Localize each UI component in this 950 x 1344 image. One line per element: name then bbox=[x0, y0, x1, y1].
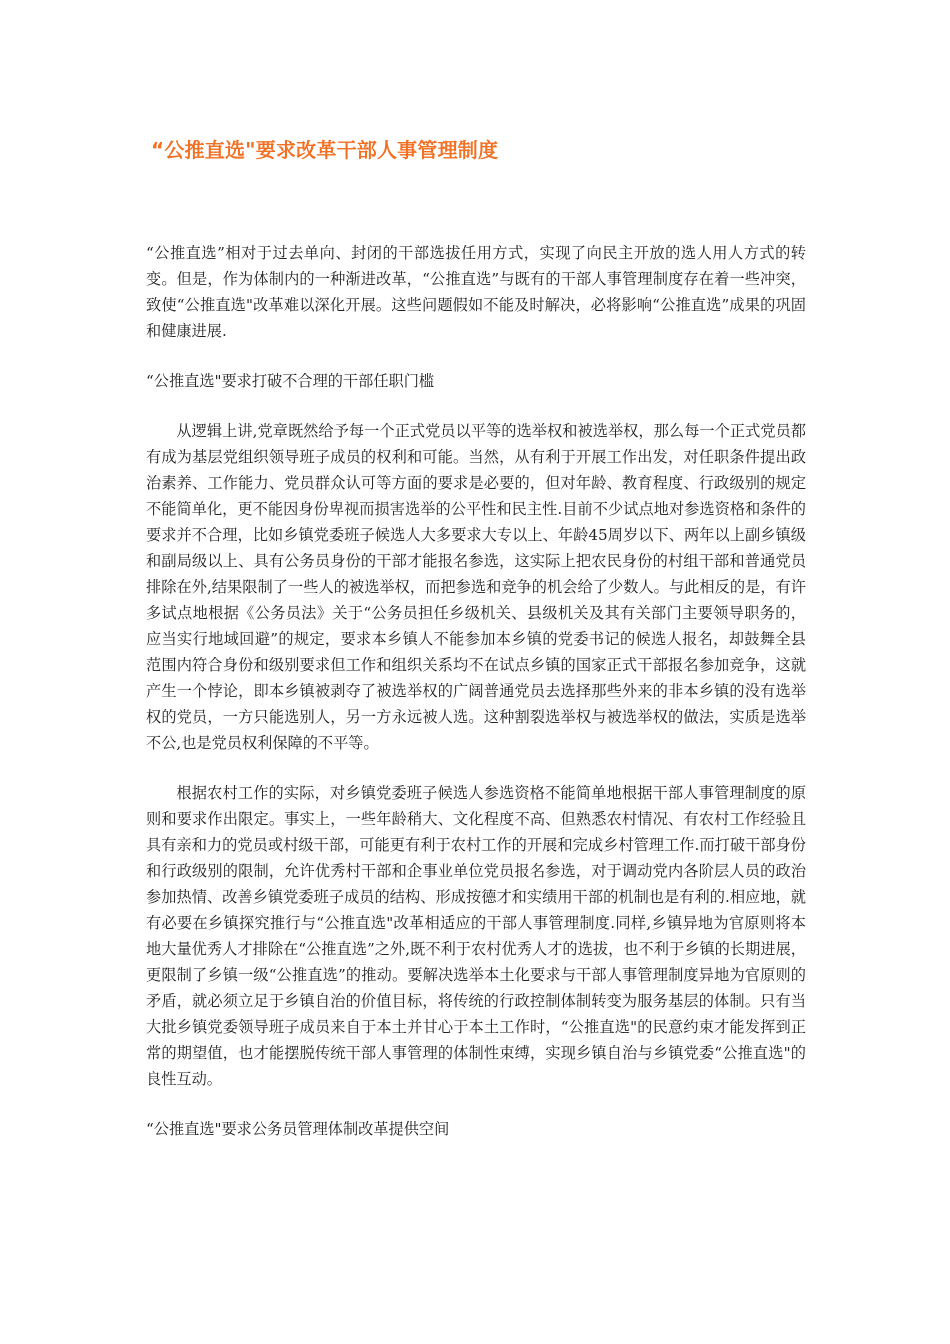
section-heading-1: “公推直选"要求打破不合理的干部任职门槛 bbox=[146, 372, 435, 390]
intro-paragraph: “公推直选”相对于过去单向、封闭的干部选拔任用方式，实现了向民主开放的选人用人方式的转变。但是，作为体制内的一种渐进改革，“公推直选”与既有的干部人事管理制度存在着一些冲突，致使“公推直选"改革难以深化开展。这些问题假如不能及时解决，必将影响“公推直选”成果的巩固和健康进展. bbox=[146, 244, 806, 340]
section1-paragraph-2: 根据农村工作的实际，对乡镇党委班子候选人参选资格不能简单地根据干部人事管理制度的原则和要求作出限定。事实上，一些年龄稍大、文化程度不高、但熟悉农村情况、有农村工作经验且具有亲和力的党员或村级干部，可能更有利于农村工作的开展和完成乡村管理工作.而打破干部身份和行政级别的限制，允许优秀村干部和企事业单位党员报名参选，对于调动党内各阶层人员的政治参加热情、改善乡镇党委班子成员的结构、形成按德才和实绩用干部的机制也是有利的.相应地，就有必要在乡镇探究推行与“公推直选"改革相适应的干部人事管理制度.同样,乡镇异地为官原则将本地大量优秀人才排除在“公推直选”之外,既不利于农村优秀人才的选拔，也不利于乡镇的长期进展，更限制了乡镇一级“公推直选”的推动。要解决选举本土化要求与干部人事管理制度异地为官原则的矛盾，就必须立足于乡镇自治的价值目标，将传统的行政控制体制转变为服务基层的体制。只有当大批乡镇党委领导班子成员来自于本土并甘心于本土工作时，“公推直选"的民意约束才能发挥到正常的期望值，也才能摆脱传统干部人事管理的体制性束缚，实现乡镇自治与乡镇党委“公推直选"的良性互动。 bbox=[146, 784, 806, 1088]
document-body bbox=[146, 240, 806, 1166]
section-heading-2: “公推直选"要求公务员管理体制改革提供空间 bbox=[146, 1120, 450, 1138]
section1-paragraph-1: 从逻辑上讲,党章既然给予每一个正式党员以平等的选举权和被选举权，那么每一个正式党员都有成为基层党组织领导班子成员的权利和可能。当然，从有利于开展工作出发，对任职条件提出政治素养、工作能力、党员群众认可等方面的要求是必要的，但对年龄、教育程度、行政级别的规定不能简单化，更不能因身份卑视而损害选举的公平性和民主性.目前不少试点地对参选资格和条件的要求并不合理，比如乡镇党委班子候选人大多要求大专以上、年龄45周岁以下、两年以上副乡镇级和副局级以上、具有公务员身份的干部才能报名参选，这实际上把农民身份的村组干部和普通党员排除在外,结果限制了一些人的被选举权，而把参选和竞争的机会给了少数人。与此相反的是，有许多试点地根据《公务员法》关于“公务员担任乡级机关、县级机关及其有关部门主要领导职务的，应当实行地域回避”的规定，要求本乡镇人不能参加本乡镇的党委书记的候选人报名，却鼓舞全县范围内符合身份和级别要求但工作和组织关系均不在试点乡镇的国家正式干部报名参加竞争，这就产生一个悖论，即本乡镇被剥夺了被选举权的广阔普通党员去选择那些外来的非本乡镇的没有选举权的党员，一方只能选别人，另一方永远被人选。这种割裂选举权与被选举权的做法，实质是选举不公,也是党员权利保障的不平等。 bbox=[146, 422, 806, 752]
document-title: “公推直选"要求改革干部人事管理制度 bbox=[151, 138, 499, 162]
